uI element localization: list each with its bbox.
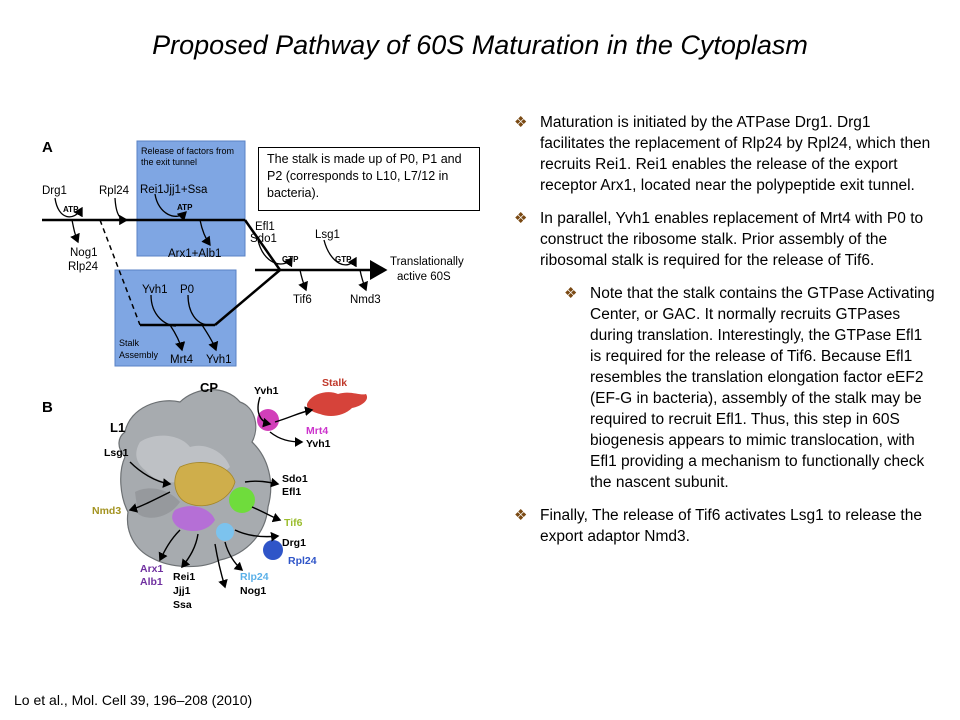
rpl24-density bbox=[263, 540, 283, 560]
nog1-arrow bbox=[72, 220, 78, 242]
label-rei1-jjj1-ssa: Rei1Jjj1+Ssa bbox=[140, 184, 208, 196]
label-tif6-b: Tif6 bbox=[284, 517, 303, 529]
stalk-box-label-line2: Assembly bbox=[119, 350, 159, 360]
label-rlp24: Rlp24 bbox=[68, 261, 99, 273]
label-yvh1-release: Yvh1 bbox=[206, 354, 232, 366]
bullet-item bbox=[512, 208, 937, 271]
label-nmd3-b: Nmd3 bbox=[92, 505, 122, 517]
label-p0: P0 bbox=[180, 284, 195, 296]
label-sdo1: Sdo1 bbox=[250, 233, 277, 245]
release-box-label-line1: Release of factors from bbox=[141, 146, 235, 156]
stalk-box-label-line1: Stalk bbox=[119, 338, 140, 348]
stalk-density bbox=[307, 392, 367, 416]
diamond-bullet-icon: ❖ bbox=[514, 507, 528, 524]
label-sdo1-b: Sdo1 bbox=[282, 473, 308, 485]
label-yvh1-top: Yvh1 bbox=[254, 385, 279, 397]
label-efl1-b: Efl1 bbox=[282, 486, 302, 498]
label-active-60s: active 60S bbox=[397, 271, 451, 283]
label-efl1: Efl1 bbox=[255, 221, 275, 233]
label-rei1-b: Rei1 bbox=[173, 571, 196, 583]
diamond-bullet-icon: ❖ bbox=[514, 114, 528, 131]
stalk-assembly-box bbox=[115, 270, 236, 366]
bullet-text: Note that the stalk contains the GTPase Activating Center, or GAC. It normally recruits GTPases during translation. Interestingly, the GTPase Efl1 is required for the release of Tif6. Because Efl1 resembles the translation elongation factor eEF2 (EF-G in bacteria), assembly of the stalk may be required to recruit Efl1. Thus, this step in 60S biogenesis appears to mimic translocation, with Efl1 providing a mechanism to functionally check the nascent subunit. bbox=[590, 285, 935, 491]
label-l1: L1 bbox=[110, 420, 126, 435]
panel-a-label: A bbox=[42, 139, 53, 156]
label-tif6: Tif6 bbox=[293, 294, 312, 306]
label-nog1: Nog1 bbox=[70, 247, 98, 259]
bullet-text: Finally, The release of Tif6 activates Lsg1 to release the export adaptor Nmd3. bbox=[540, 507, 922, 545]
bullet-item bbox=[512, 505, 937, 547]
label-nmd3: Nmd3 bbox=[350, 294, 381, 306]
release-box-label-line2: the exit tunnel bbox=[141, 157, 198, 167]
label-cp: CP bbox=[200, 380, 219, 395]
label-jjj1-b: Jjj1 bbox=[173, 585, 191, 597]
label-lsg1-b: Lsg1 bbox=[104, 447, 129, 459]
label-stalk: Stalk bbox=[322, 377, 348, 389]
stalk-note-box: The stalk is made up of P0, P1 and P2 (corresponds to L10, L7/12 in bacteria). bbox=[258, 147, 480, 211]
citation: Lo et al., Mol. Cell 39, 196–208 (2010) bbox=[14, 692, 253, 708]
mrt4-arrow-b bbox=[275, 410, 312, 422]
label-arx1-b: Arx1 bbox=[140, 563, 164, 575]
bullet-text: In parallel, Yvh1 enables replacement of Mrt4 with P0 to construct the ribosome stalk. Prior assembly of the ribosomal stalk is required for the release of Tif6. bbox=[540, 210, 924, 269]
label-rpl24-b: Rpl24 bbox=[288, 555, 317, 567]
mrt4-density bbox=[257, 409, 279, 431]
label-ssa-b: Ssa bbox=[173, 599, 192, 611]
bullet-list bbox=[512, 112, 937, 559]
panel-b-label: B bbox=[42, 399, 53, 416]
label-drg1-b: Drg1 bbox=[282, 537, 306, 549]
label-gtp-1: GTP bbox=[282, 255, 299, 264]
bullet-item bbox=[512, 112, 937, 196]
nmd3-arrow bbox=[360, 270, 366, 290]
label-gtp-2: GTP bbox=[335, 255, 352, 264]
bullet-text: Maturation is initiated by the ATPase Drg1. Drg1 facilitates the replacement of Rlp24 by Rpl24, which then recruits Rei1. Rei1 enables the release of the export receptor Arx1, located near the polypeptide exit tunnel. bbox=[540, 114, 931, 194]
diamond-bullet-icon: ❖ bbox=[514, 210, 528, 227]
label-drg1: Drg1 bbox=[42, 185, 67, 197]
label-lsg1: Lsg1 bbox=[315, 229, 340, 241]
yvh1-bottom-arrow bbox=[270, 432, 302, 442]
label-translationally: Translationally bbox=[390, 256, 464, 268]
label-nog1-b: Nog1 bbox=[240, 585, 267, 597]
ribosome-structure-figure bbox=[30, 372, 480, 622]
label-atp-1: ATP bbox=[63, 205, 79, 214]
label-mrt4-b: Mrt4 bbox=[306, 425, 329, 437]
release-box bbox=[137, 141, 245, 256]
label-yvh1: Yvh1 bbox=[142, 284, 168, 296]
tif6-arrow bbox=[300, 270, 306, 290]
label-alb1-b: Alb1 bbox=[140, 576, 163, 588]
label-arx1-alb1: Arx1+Alb1 bbox=[168, 248, 222, 260]
label-rpl24: Rpl24 bbox=[99, 185, 130, 197]
label-atp-2: ATP bbox=[177, 203, 193, 212]
rlp24-density bbox=[216, 523, 234, 541]
label-rlp24-b: Rlp24 bbox=[240, 571, 269, 583]
rpl24-arrow bbox=[115, 198, 127, 220]
tif6-density bbox=[229, 487, 255, 513]
label-yvh1-bottom: Yvh1 bbox=[306, 438, 331, 450]
label-mrt4: Mrt4 bbox=[170, 354, 193, 366]
sub-bullet-item bbox=[562, 283, 937, 493]
diamond-bullet-icon: ❖ bbox=[564, 285, 578, 302]
slide-title: Proposed Pathway of 60S Maturation in the Cytoplasm bbox=[152, 30, 808, 60]
